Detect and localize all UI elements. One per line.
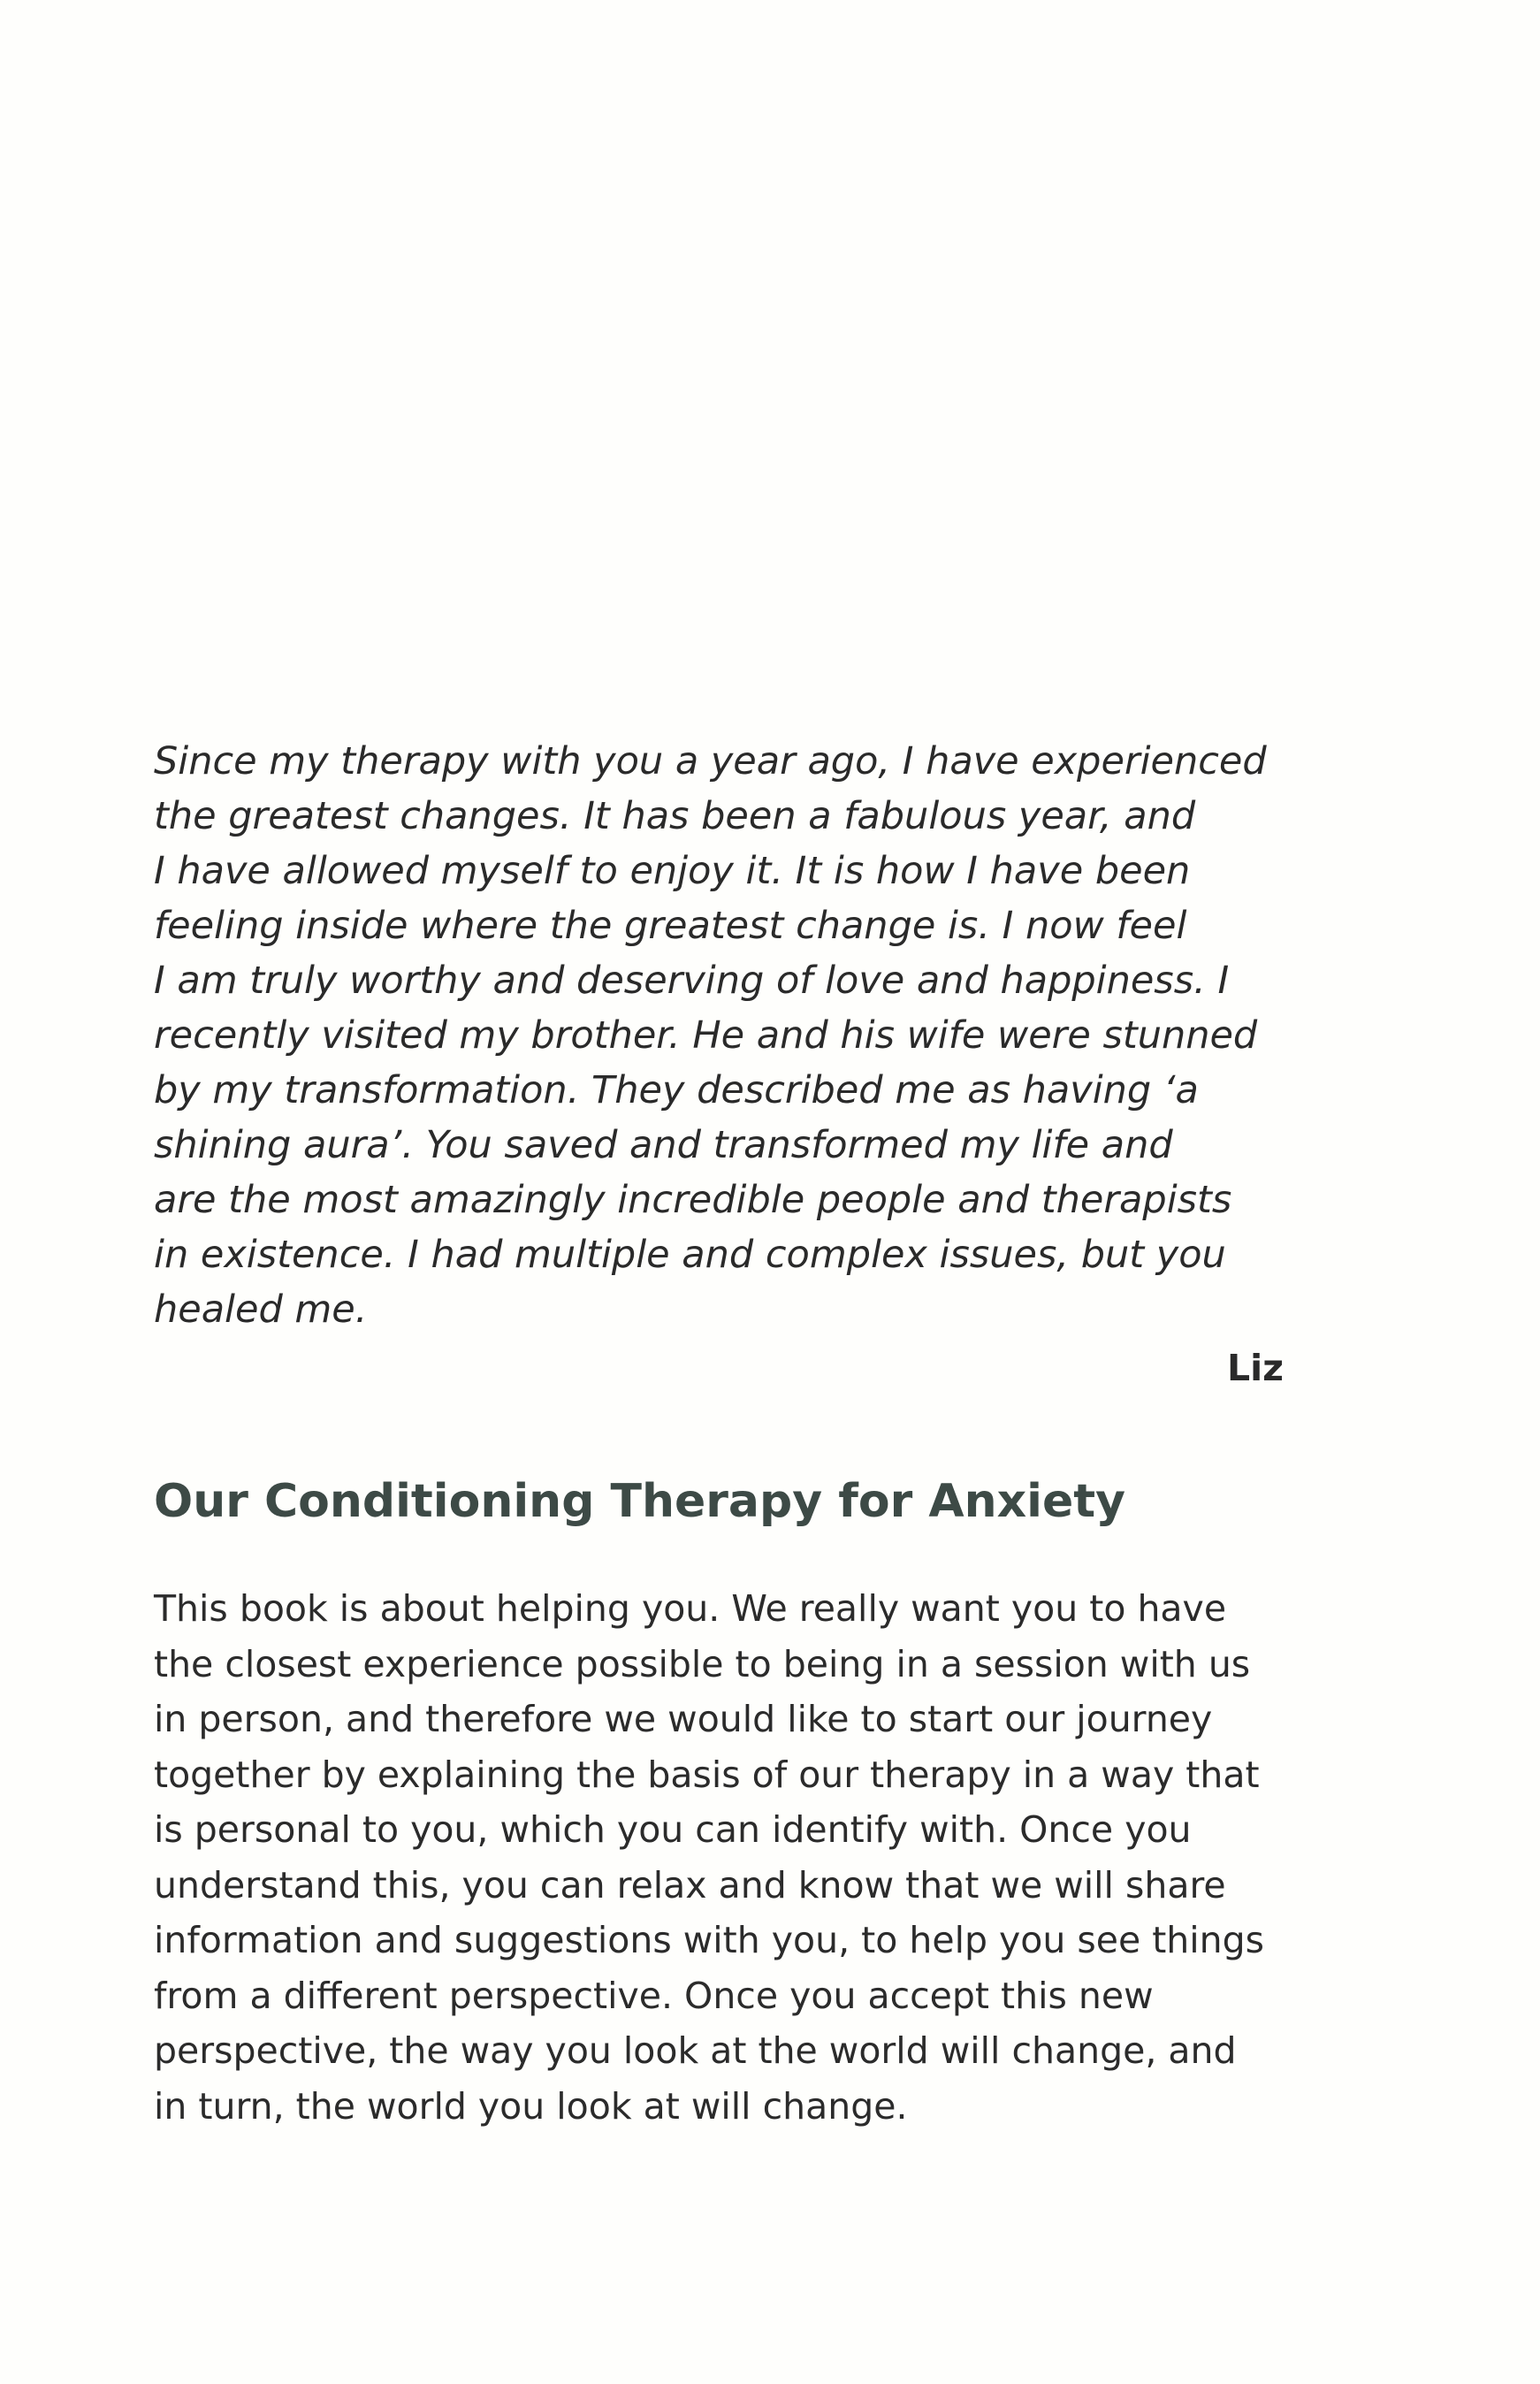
testimonial-line: recently visited my brother. He and his wife were stunned: [154, 1013, 1258, 1058]
body-line: the closest experience possible to being in a session with us: [154, 1642, 1251, 1685]
testimonial-line: by my transformation. They described me as having ‘a: [154, 1068, 1199, 1112]
testimonial-line: Since my therapy with you a year ago, I have experienced: [154, 739, 1267, 783]
section-heading: Our Conditioning Therapy for Anxiety: [154, 1475, 1125, 1528]
testimonial-line: shining aura’. You saved and transformed my life and: [154, 1123, 1173, 1167]
testimonial-line: the greatest changes. It has been a fabulous year, and: [154, 794, 1196, 838]
page-content: [154, 734, 1330, 2134]
testimonial-line: I have allowed myself to enjoy it. It is how I have been: [154, 849, 1191, 893]
body-line: information and suggestions with you, to help you see things: [154, 1919, 1265, 1961]
testimonial-text: [154, 734, 1330, 1337]
testimonial-line: are the most amazingly incredible people and therapists: [154, 1178, 1232, 1222]
testimonial-attribution: Liz: [1226, 1347, 1284, 1389]
testimonial-line: in existence. I had multiple and complex issues, but you: [154, 1233, 1226, 1277]
testimonial-line: healed me.: [154, 1288, 368, 1332]
testimonial-line: I am truly worthy and deserving of love and happiness. I: [154, 959, 1230, 1003]
body-line: perspective, the way you look at the world will change, and: [154, 2029, 1237, 2072]
section-body: [154, 1581, 1330, 2134]
testimonial-quote: [154, 734, 1330, 1395]
body-line: together by explaining the basis of our therapy in a way that: [154, 1753, 1260, 1796]
body-line: in turn, the world you look at will change.: [154, 2084, 908, 2128]
body-line: understand this, you can relax and know that we will share: [154, 1863, 1226, 1906]
body-line: is personal to you, which you can identify with. Once you: [154, 1808, 1192, 1851]
body-line: This book is about helping you. We really want you to have: [154, 1587, 1227, 1630]
body-line: in person, and therefore we would like to start our journey: [154, 1698, 1213, 1740]
testimonial-line: feeling inside where the greatest change is. I now feel: [154, 904, 1187, 948]
body-line: from a different perspective. Once you accept this new: [154, 1974, 1154, 2017]
